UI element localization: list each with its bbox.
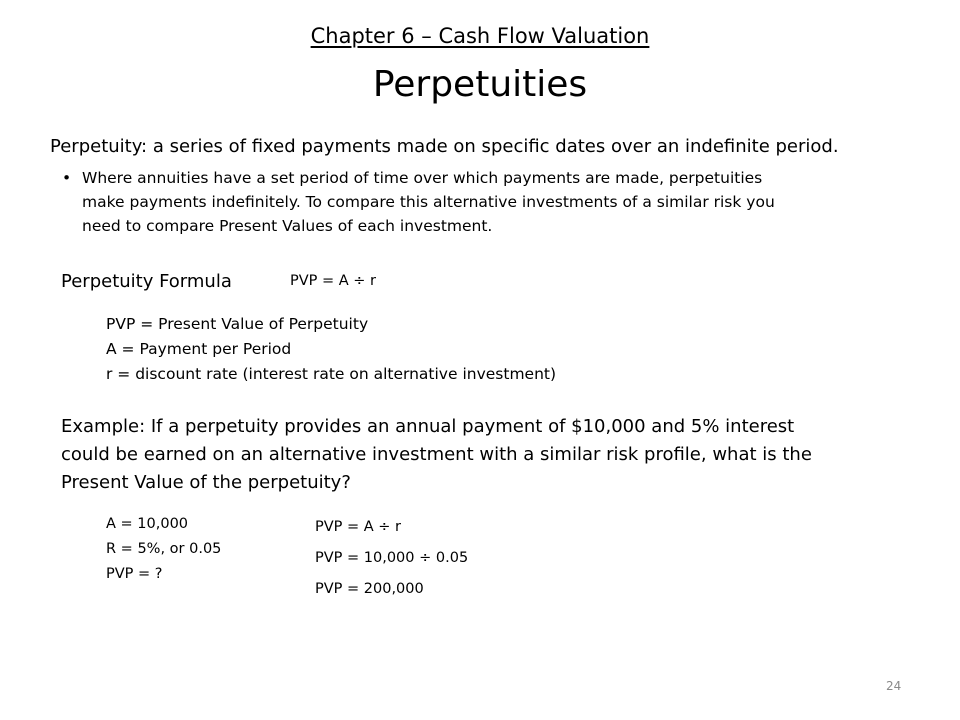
given-line: A = 10,000: [106, 516, 189, 532]
bullet-line: Where annuities have a set period of time over which payments are made, perpetuities: [82, 169, 763, 187]
slide-title: Perpetuities: [372, 64, 588, 105]
given-line: PVP = ?: [106, 566, 163, 582]
example-solution: [315, 512, 468, 605]
formula-label: Perpetuity Formula: [61, 271, 232, 292]
example-question: [61, 413, 812, 497]
example-given-values: [106, 512, 221, 587]
formula-definitions: [106, 312, 556, 387]
example-line: could be earned on an alternative investment with a similar risk profile, what is the: [61, 444, 812, 465]
definition-line: r = discount rate (interest rate on alternative investment): [106, 365, 557, 383]
bullet-paragraph: [62, 166, 882, 238]
bullet-line: make payments indefinitely. To compare this alternative investments of a similar risk you: [82, 193, 775, 211]
formula-expression: PVP = A ÷ r: [290, 273, 377, 289]
definition-line: PVP = Present Value of Perpetuity: [106, 315, 369, 333]
solution-line: PVP = 200,000: [315, 581, 424, 597]
perpetuity-definition: Perpetuity: a series of fixed payments made on specific dates over an indefinite period.: [50, 136, 839, 157]
solution-line: PVP = 10,000 ÷ 0.05: [315, 550, 469, 566]
given-line: R = 5%, or 0.05: [106, 541, 222, 557]
bullet-line: need to compare Present Values of each investment.: [82, 217, 493, 235]
bullet-icon: •: [62, 169, 72, 187]
chapter-title: Chapter 6 – Cash Flow Valuation: [310, 24, 650, 48]
example-line: Present Value of the perpetuity?: [61, 472, 351, 493]
example-line: Example: If a perpetuity provides an annual payment of $10,000 and 5% interest: [61, 416, 795, 437]
page-number: 24: [886, 679, 902, 693]
definition-line: A = Payment per Period: [106, 340, 292, 358]
solution-line: PVP = A ÷ r: [315, 519, 402, 535]
